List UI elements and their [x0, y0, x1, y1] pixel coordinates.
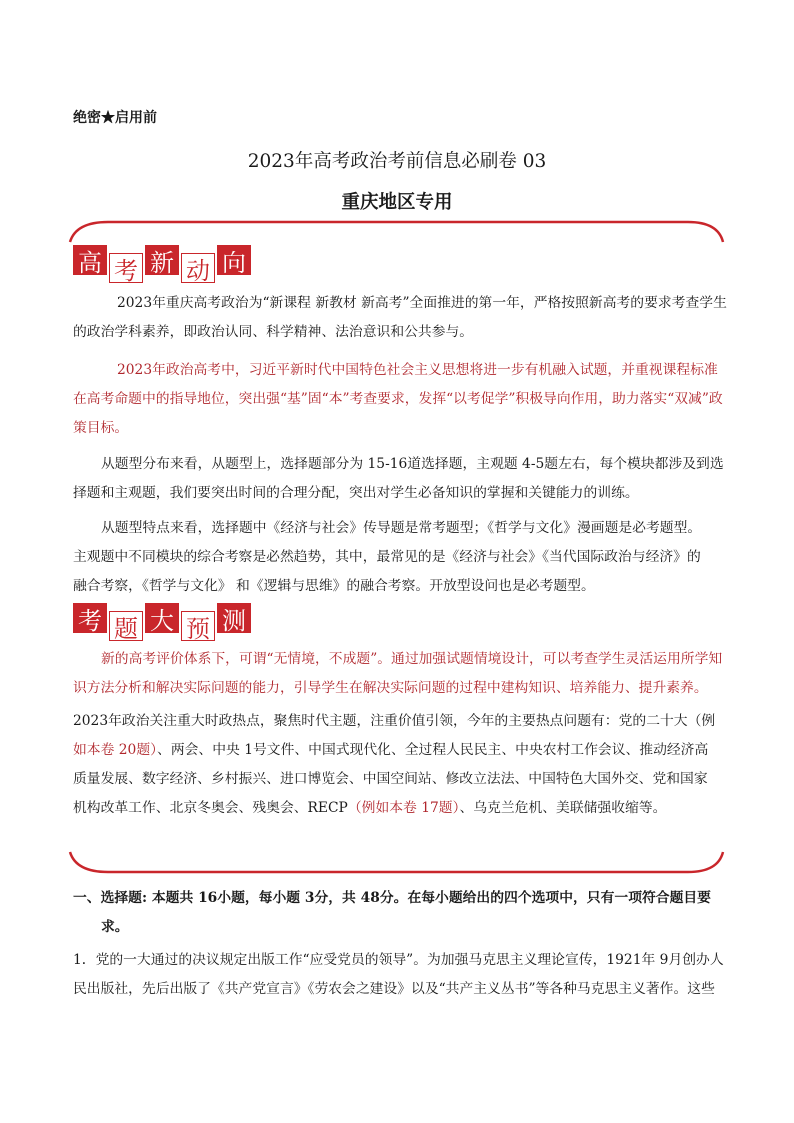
text-line: 策目标。	[73, 420, 129, 436]
confidential-label: 绝密★启用前	[73, 110, 157, 126]
text-line: 主观题中不同模块的综合考察是必然趋势，其中，最常见的是《经济与社会》《当代国际政治与经济》的	[73, 549, 701, 565]
bottom-frame-arc	[68, 848, 728, 878]
banner-char: 预	[181, 611, 215, 641]
banner-char: 向	[217, 245, 251, 275]
paragraph-key-focus	[73, 356, 723, 443]
text-line: 的政治学科素养，即政治认同、科学精神、法治意识和公共参与。	[73, 324, 474, 340]
text-line: 在高考命题中的指导地位，突出强“基”固“本”考查要求，发挥“以考促学”积极导向作用，助力落实“双减”政	[73, 391, 723, 407]
banner-char: 新	[145, 245, 179, 275]
banner-exam-prediction	[73, 603, 253, 641]
text-segment: 、乌克兰危机、美联储强收缩等。	[459, 800, 667, 816]
text-line: 择题和主观题，我们要突出时间的合理分配，突出对学生必备知识的掌握和关键能力的训练。	[73, 485, 639, 501]
question-1	[73, 946, 723, 1004]
text-line: 2023年政治高考中，习近平新时代中国特色社会主义思想将进一步有机融入试题，并重视课程标准	[117, 362, 718, 378]
paragraph-evaluation-system	[73, 645, 723, 703]
paragraph-intro	[73, 289, 727, 347]
banner-new-trends	[73, 245, 253, 283]
text-line: 从题型分布来看，从题型上，选择题部分为 15-16道选择题，主观题 4-5题左右，每个模块都涉及到选	[101, 456, 724, 472]
paragraph-hot-topics	[73, 707, 723, 823]
text-line: 2023年政治关注重大时政热点，聚焦时代主题，注重价值引领，今年的主要热点问题有：党的二十大（例	[73, 713, 716, 729]
text-line: 识方法分析和解决实际问题的能力，引导学生在解决实际问题的过程中建构知识、培养能力、提升素养。	[73, 680, 708, 696]
example-reference: 如本卷 20题）	[73, 742, 158, 758]
text-line	[73, 794, 723, 823]
text-line: 新的高考评价体系下，可谓“无情境，不成题”。通过加强试题情境设计，可以考查学生灵活运用所学知	[101, 651, 723, 667]
text-segment: 、两会、中央 1号文件、中国式现代化、全过程人民民主、中央农村工作会议、推动经济高	[157, 742, 709, 758]
text-line: 1．党的一大通过的决议规定出版工作“应受党员的领导”。为加强马克思主义理论宣传，1921年 9月创办人	[73, 952, 724, 968]
banner-char: 测	[217, 603, 251, 633]
text-line: 2023年重庆高考政治为“新课程 新教材 新高考”全面推进的第一年，严格按照新高考的要求考查学生	[117, 295, 727, 311]
banner-char: 考	[73, 603, 107, 633]
page-title: 2023年高考政治考前信息必刷卷 03	[247, 151, 547, 172]
banner-char: 高	[73, 245, 107, 275]
banner-char: 题	[109, 611, 143, 641]
text-line: 民出版社，先后出版了《共产党宣言》《劳农会之建设》以及“共产主义丛书”等各种马克思主义著作。这些	[73, 981, 715, 997]
text-line: 一、选择题: 本题共 16小题，每小题 3分，共 48分。在每小题给出的四个选项中，只有一项符合题目要	[73, 890, 711, 906]
text-segment: 机构改革工作、北京冬奥会、残奥会、RECP	[73, 800, 348, 816]
paragraph-question-features	[73, 514, 723, 601]
text-line	[73, 736, 723, 765]
banner-char: 动	[181, 253, 215, 283]
banner-char: 大	[145, 603, 179, 633]
example-reference: （例如本卷 17题）	[347, 800, 460, 816]
text-line: 融合考察，《哲学与文化》 和《逻辑与思维》的融合考察。开放型设问也是必考题型。	[73, 578, 595, 594]
text-line: 求。	[101, 919, 129, 935]
page-subtitle: 重庆地区专用	[341, 192, 453, 213]
section-instruction	[73, 884, 723, 942]
text-line: 从题型特点来看，选择题中《经济与社会》传导题是常考题型；《哲学与文化》漫画题是必考题型。	[101, 520, 702, 536]
banner-char: 考	[109, 253, 143, 283]
paragraph-question-distribution	[73, 450, 723, 508]
text-line: 质量发展、数字经济、乡村振兴、进口博览会、中国空间站、修改立法法、中国特色大国外交、党和国家	[73, 771, 708, 787]
